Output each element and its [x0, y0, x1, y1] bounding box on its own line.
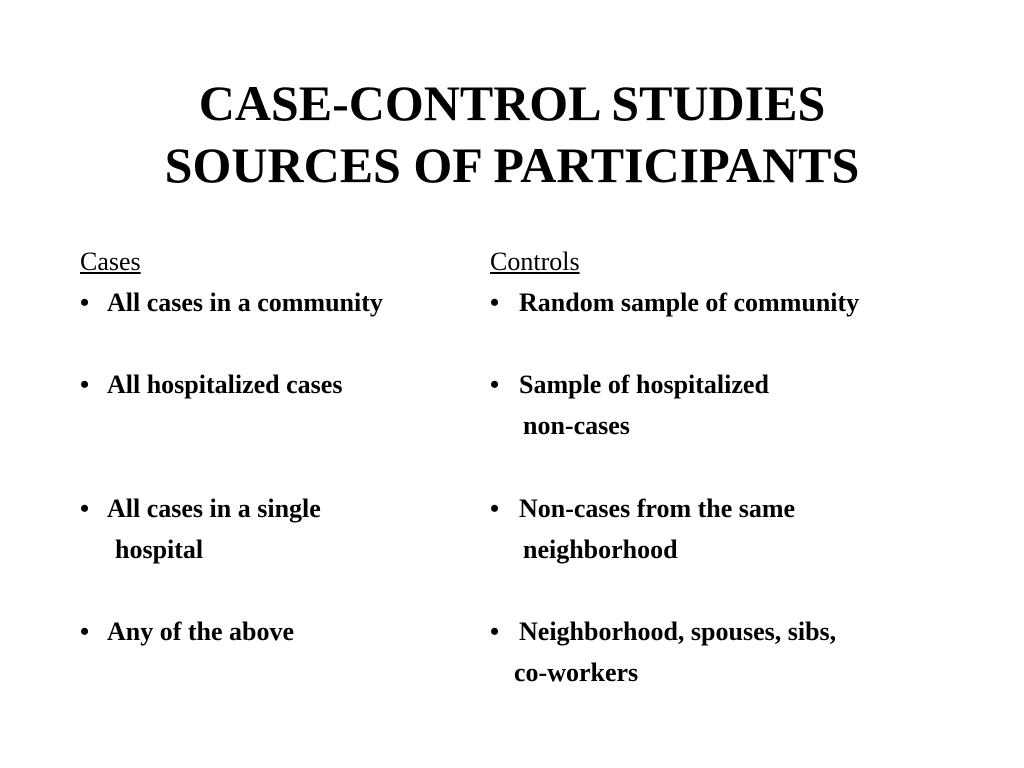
controls-item-spouses-sibs: [490, 611, 836, 693]
item-text-continued: neighborhood: [523, 535, 678, 564]
bullet: •: [490, 617, 500, 646]
item-text: Neighborhood, spouses, sibs,: [519, 617, 837, 646]
cases-item-any: [80, 611, 294, 652]
item-text: All cases in a community: [107, 288, 383, 317]
bullet: •: [80, 494, 90, 523]
bullet: •: [490, 288, 500, 317]
slide-title: [0, 72, 1024, 196]
bullet: •: [490, 494, 500, 523]
bullet: •: [80, 617, 90, 646]
item-text: Non-cases from the same: [519, 494, 796, 523]
controls-item-neighborhood: [490, 488, 795, 570]
bullet: •: [80, 288, 90, 317]
cases-item-community: [80, 282, 383, 323]
bullet: •: [490, 370, 500, 399]
item-text-continued: co-workers: [514, 658, 639, 687]
item-text-continued: hospital: [115, 535, 204, 564]
cases-item-single-hospital: [80, 488, 321, 570]
title-line-2: SOURCES OF PARTICIPANTS: [164, 137, 860, 193]
bullet: •: [80, 370, 90, 399]
controls-item-random-sample: [490, 282, 859, 323]
item-text: Sample of hospitalized: [519, 370, 769, 399]
item-text: All cases in a single: [107, 494, 321, 523]
cases-heading: Cases: [80, 247, 141, 276]
item-text: All hospitalized cases: [107, 370, 343, 399]
cases-item-hospitalized: [80, 364, 342, 405]
item-text-continued: non-cases: [523, 411, 630, 440]
controls-heading: Controls: [490, 247, 580, 276]
item-text: Random sample of community: [519, 288, 860, 317]
controls-item-hospitalized-noncases: [490, 364, 769, 446]
item-text: Any of the above: [107, 617, 295, 646]
title-line-1: CASE-CONTROL STUDIES: [198, 75, 826, 131]
